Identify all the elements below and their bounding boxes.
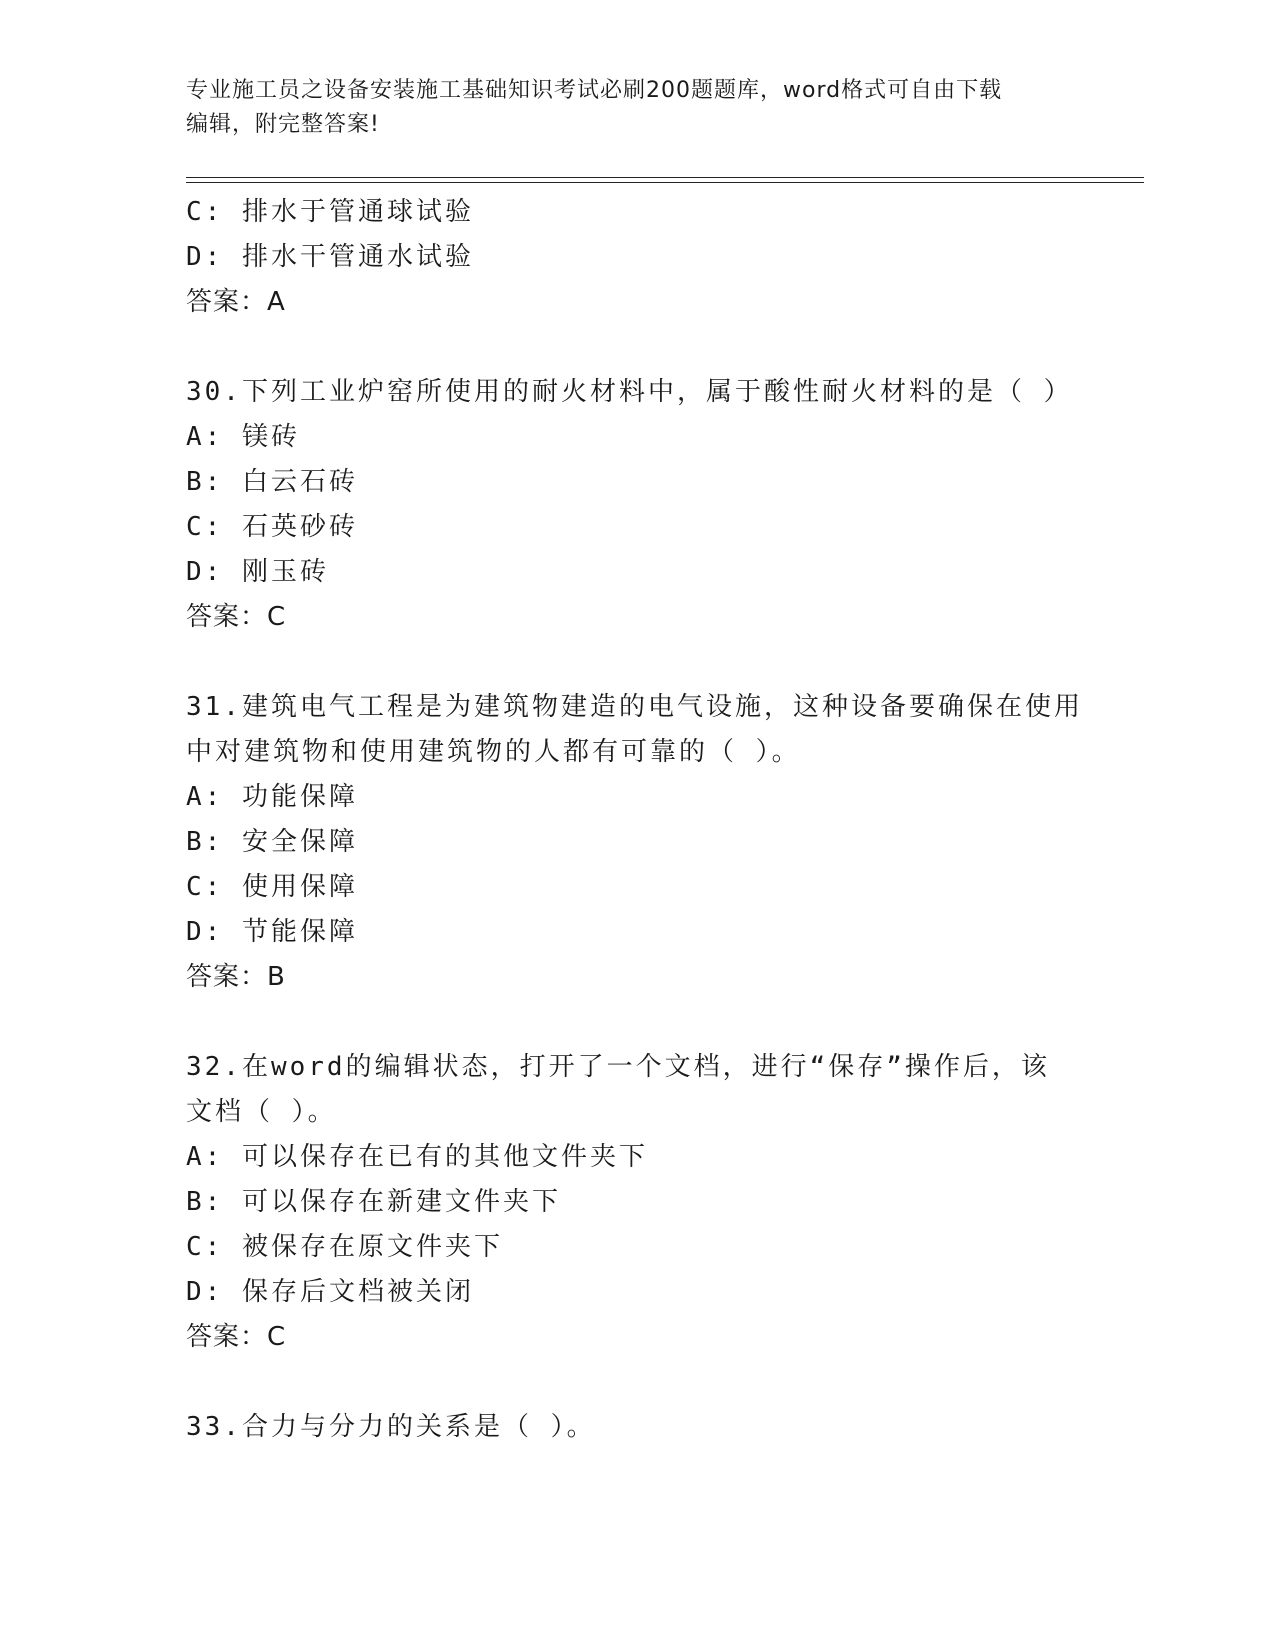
option-item: A: 镁砖 xyxy=(186,422,300,452)
spacer xyxy=(186,1000,1086,1045)
option-item: D: 节能保障 xyxy=(186,917,358,947)
option-item: C: 被保存在原文件夹下 xyxy=(186,1232,503,1262)
option-item: C: 排水于管通球试验 xyxy=(186,197,474,227)
option-item: A: 功能保障 xyxy=(186,782,358,812)
answer-line: 答案：B xyxy=(186,962,286,992)
question-text: 中对建筑物和使用建筑物的人都有可靠的（ ）。 xyxy=(186,737,801,767)
option-item: B: 白云石砖 xyxy=(186,467,358,497)
header-divider-bottom xyxy=(186,182,1144,183)
header-line-2: 编辑，附完整答案! xyxy=(186,112,380,137)
question-text: 文档（ ）。 xyxy=(186,1097,337,1127)
option-item: A: 可以保存在已有的其他文件夹下 xyxy=(186,1142,648,1172)
question-text: 33.合力与分力的关系是（ ）。 xyxy=(186,1412,596,1442)
option-item: D: 排水干管通水试验 xyxy=(186,242,474,272)
spacer xyxy=(186,1360,1086,1405)
document-header xyxy=(186,74,1086,142)
header-line-1: 专业施工员之设备安装施工基础知识考试必刷200题题库，word格式可自由下载 xyxy=(186,78,1003,103)
question-text: 31.建筑电气工程是为建筑物建造的电气设施，这种设备要确保在使用 xyxy=(186,692,1083,722)
option-item: D: 刚玉砖 xyxy=(186,557,329,587)
option-item: B: 安全保障 xyxy=(186,827,358,857)
option-item: C: 使用保障 xyxy=(186,872,358,902)
spacer xyxy=(186,325,1086,370)
header-divider-top xyxy=(186,177,1144,178)
spacer xyxy=(186,640,1086,685)
question-text: 30.下列工业炉窑所使用的耐火材料中，属于酸性耐火材料的是（ ） xyxy=(186,377,1073,407)
option-item: B: 可以保存在新建文件夹下 xyxy=(186,1187,561,1217)
answer-line: 答案：C xyxy=(186,1322,287,1352)
option-item: C: 石英砂砖 xyxy=(186,512,358,542)
question-text: 32.在word的编辑状态，打开了一个文档，进行“保存”操作后，该 xyxy=(186,1052,1050,1082)
question-content xyxy=(186,190,1086,1450)
answer-line: 答案：A xyxy=(186,287,286,317)
option-item: D: 保存后文档被关闭 xyxy=(186,1277,474,1307)
answer-line: 答案：C xyxy=(186,602,287,632)
